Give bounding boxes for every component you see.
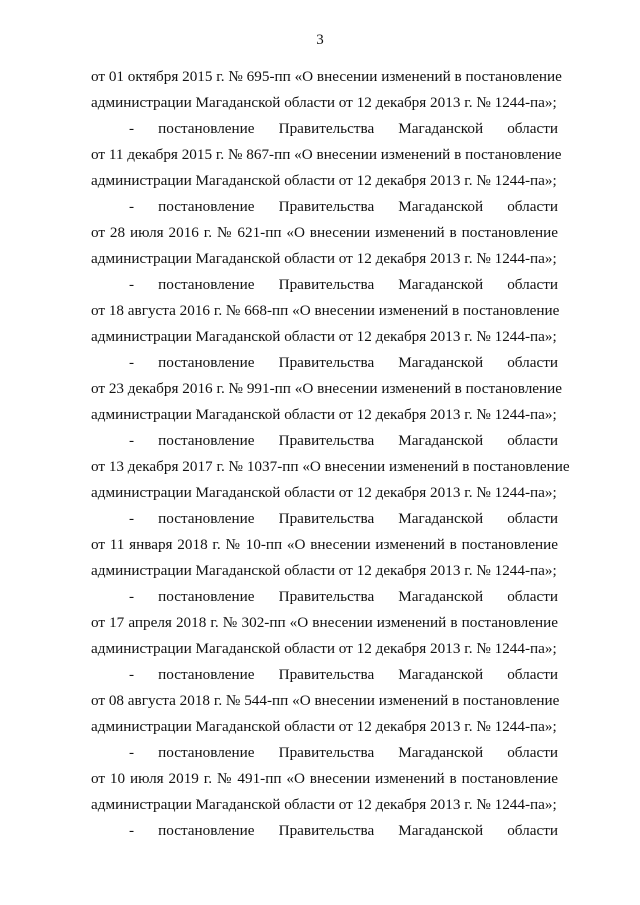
list-item-lead [91, 818, 558, 844]
lead-word-oblasti: области [507, 198, 558, 215]
lead-word-pravitelstva: Правительства [278, 432, 375, 449]
list-item-line-2: администрации Магаданской области от 12 декабря 2013 г. № 1244-па»; [91, 796, 557, 813]
lead-word-magadanskoy: Магаданской [398, 354, 484, 371]
lead-word-pravitelstva: Правительства [278, 276, 375, 293]
lead-word-postanovlenie: постановление [158, 198, 255, 215]
list-item-line-2: администрации Магаданской области от 12 декабря 2013 г. № 1244-па»; [91, 406, 557, 423]
list-item-lead [91, 194, 558, 220]
opening-line-1: от 01 октября 2015 г. № 695-пп «О внесении изменений в постановление [91, 68, 562, 85]
lead-word-pravitelstva: Правительства [278, 666, 375, 683]
opening-line-2: администрации Магаданской области от 12 декабря 2013 г. № 1244-па»; [91, 94, 557, 111]
list-item-line-1: от 11 декабря 2015 г. № 867-пп «О внесении изменений в постановление [91, 146, 562, 163]
page-number: 3 [316, 32, 324, 48]
list-item-line-2: администрации Магаданской области от 12 декабря 2013 г. № 1244-па»; [91, 172, 557, 189]
lead-word-postanovlenie: постановление [158, 588, 255, 605]
lead-word-magadanskoy: Магаданской [398, 120, 484, 137]
list-dash: - [129, 822, 135, 839]
lead-word-magadanskoy: Магаданской [398, 198, 484, 215]
lead-word-magadanskoy: Магаданской [398, 432, 484, 449]
lead-word-postanovlenie: постановление [158, 120, 255, 137]
lead-word-oblasti: области [507, 120, 558, 137]
lead-word-postanovlenie: постановление [158, 666, 255, 683]
lead-word-pravitelstva: Правительства [278, 588, 375, 605]
lead-word-magadanskoy: Магаданской [398, 510, 484, 527]
lead-word-pravitelstva: Правительства [278, 120, 375, 137]
lead-word-pravitelstva: Правительства [278, 510, 375, 527]
list-item-line-1: от 28 июля 2016 г. № 621-пп «О внесении изменений в постановление [91, 224, 558, 241]
list-dash: - [129, 276, 135, 293]
lead-word-oblasti: области [507, 354, 558, 371]
list-item-line-2: администрации Магаданской области от 12 декабря 2013 г. № 1244-па»; [91, 328, 557, 345]
list-dash: - [129, 198, 135, 215]
document-body [91, 64, 570, 844]
list-item-line-1: от 08 августа 2018 г. № 544-пп «О внесении изменений в постановление [91, 692, 560, 709]
lead-word-pravitelstva: Правительства [278, 198, 375, 215]
lead-word-postanovlenie: постановление [158, 276, 255, 293]
list-item-line-1: от 17 апреля 2018 г. № 302-пп «О внесении изменений в постановление [91, 614, 558, 631]
list-item-lead [91, 662, 558, 688]
list-dash: - [129, 588, 135, 605]
list-item-line-1: от 18 августа 2016 г. № 668-пп «О внесении изменений в постановление [91, 302, 560, 319]
list-item-lead [91, 116, 558, 142]
list-item-line-1: от 13 декабря 2017 г. № 1037-пп «О внесении изменений в постановление [91, 458, 570, 475]
lead-word-oblasti: области [507, 744, 558, 761]
list-dash: - [129, 744, 135, 761]
list-dash: - [129, 354, 135, 371]
list-item-lead [91, 740, 558, 766]
lead-word-postanovlenie: постановление [158, 354, 255, 371]
list-item-line-2: администрации Магаданской области от 12 декабря 2013 г. № 1244-па»; [91, 640, 557, 657]
list-item-line-2: администрации Магаданской области от 12 декабря 2013 г. № 1244-па»; [91, 718, 557, 735]
list-item-lead [91, 506, 558, 532]
list-item-lead [91, 428, 558, 454]
list-item-lead [91, 350, 558, 376]
lead-word-magadanskoy: Магаданской [398, 588, 484, 605]
lead-word-postanovlenie: постановление [158, 510, 255, 527]
lead-word-magadanskoy: Магаданской [398, 276, 484, 293]
lead-word-oblasti: области [507, 432, 558, 449]
list-item-line-1: от 23 декабря 2016 г. № 991-пп «О внесении изменений в постановление [91, 380, 563, 397]
list-item-line-1: от 11 января 2018 г. № 10-пп «О внесении изменений в постановление [91, 536, 558, 553]
list-dash: - [129, 120, 135, 137]
lead-word-postanovlenie: постановление [158, 744, 255, 761]
list-item-line-2: администрации Магаданской области от 12 декабря 2013 г. № 1244-па»; [91, 484, 557, 501]
list-item-lead [91, 272, 558, 298]
list-dash: - [129, 510, 135, 527]
lead-word-oblasti: области [507, 666, 558, 683]
lead-word-pravitelstva: Правительства [278, 822, 375, 839]
lead-word-postanovlenie: постановление [158, 822, 255, 839]
lead-word-oblasti: области [507, 822, 558, 839]
lead-word-magadanskoy: Магаданской [398, 744, 484, 761]
list-item-line-2: администрации Магаданской области от 12 декабря 2013 г. № 1244-па»; [91, 562, 557, 579]
list-dash: - [129, 432, 135, 449]
lead-word-magadanskoy: Магаданской [398, 666, 484, 683]
lead-word-oblasti: области [507, 276, 558, 293]
lead-word-magadanskoy: Магаданской [398, 822, 484, 839]
list-dash: - [129, 666, 135, 683]
lead-word-oblasti: области [507, 510, 558, 527]
lead-word-postanovlenie: постановление [158, 432, 255, 449]
lead-word-pravitelstva: Правительства [278, 744, 375, 761]
list-item-line-1: от 10 июля 2019 г. № 491-пп «О внесении изменений в постановление [91, 770, 558, 787]
lead-word-oblasti: области [507, 588, 558, 605]
list-item-lead [91, 584, 558, 610]
lead-word-pravitelstva: Правительства [278, 354, 375, 371]
list-item-line-2: администрации Магаданской области от 12 декабря 2013 г. № 1244-па»; [91, 250, 557, 267]
